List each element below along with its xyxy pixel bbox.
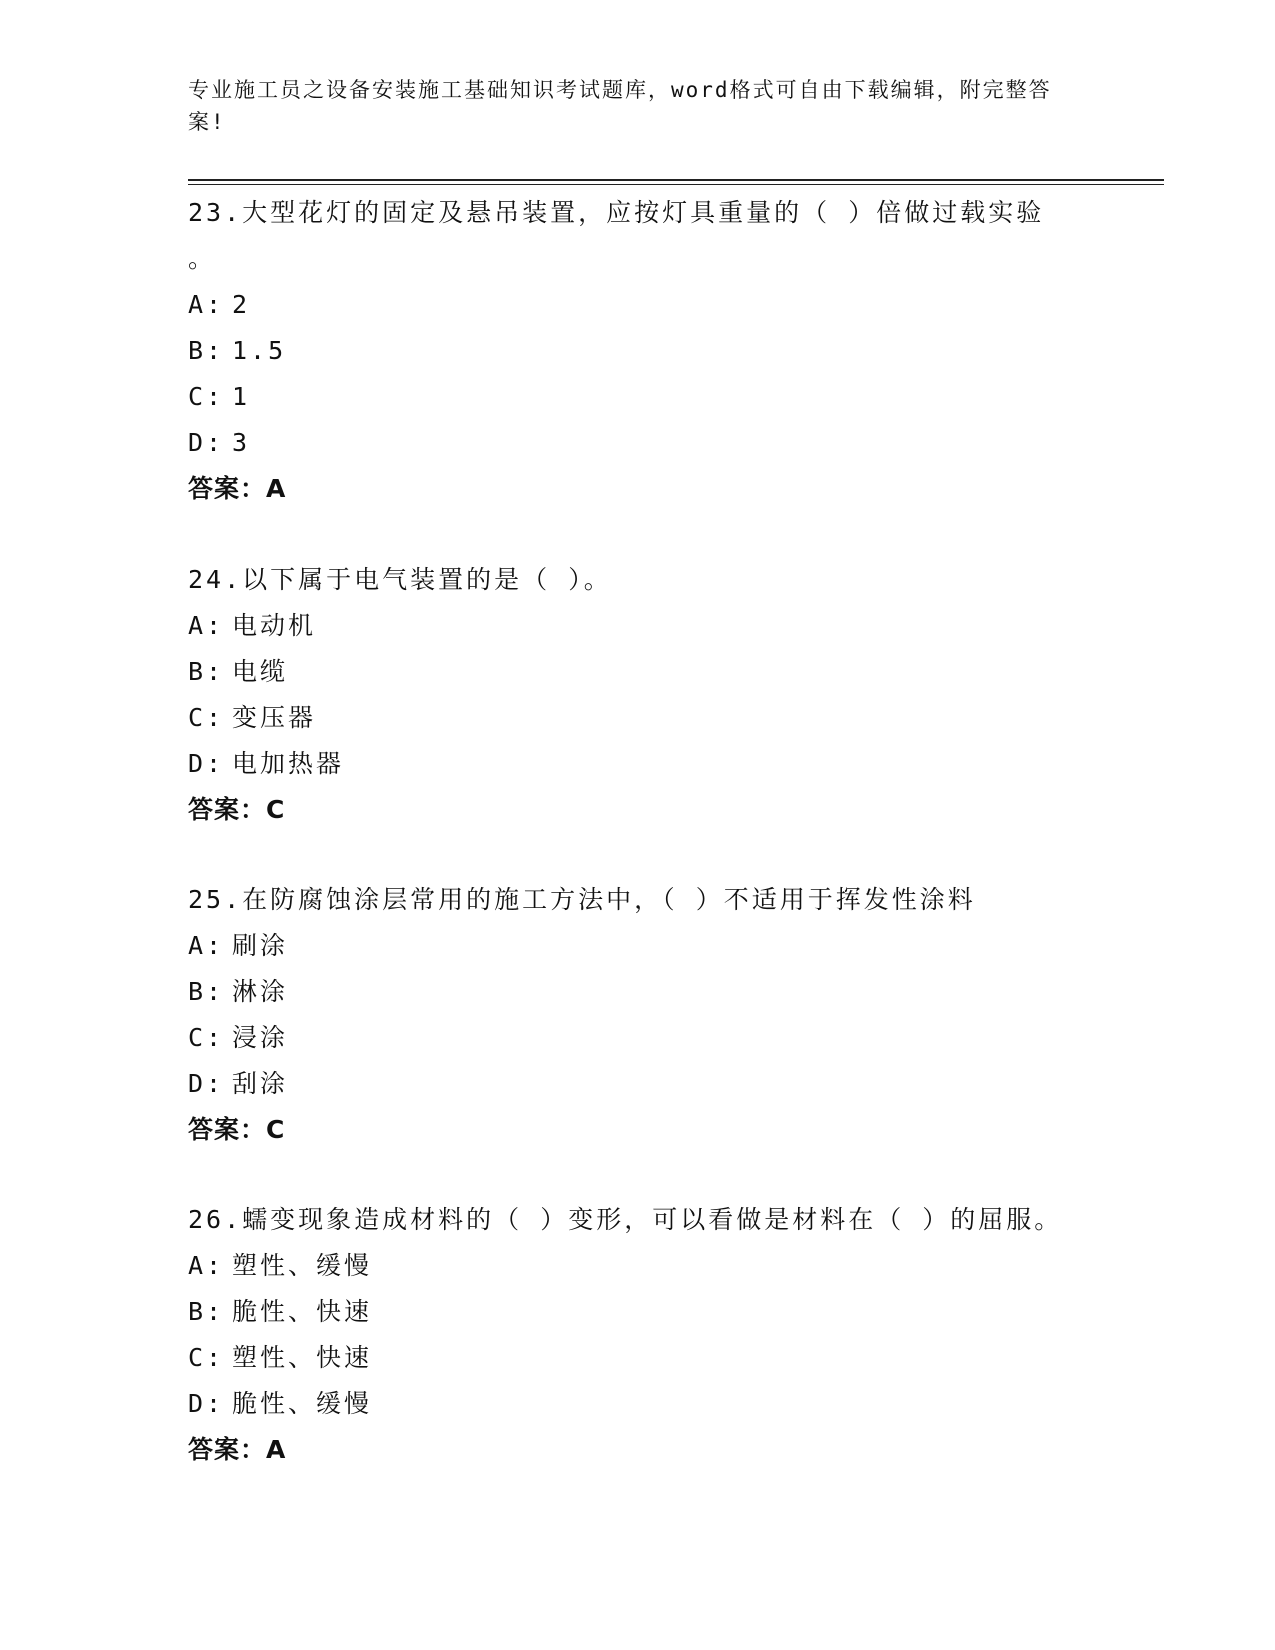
option-text: 脆性、快速 xyxy=(232,1297,373,1326)
option-a xyxy=(188,282,1088,328)
answer: 答案：A xyxy=(188,1435,287,1464)
option-text: 电动机 xyxy=(232,611,317,640)
option-d xyxy=(188,741,1088,787)
document-header: 专业施工员之设备安装施工基础知识考试题库，word格式可自由下载编辑，附完整答案! xyxy=(188,78,1052,134)
question-26 xyxy=(188,1197,1088,1473)
question-stem: 26.蠕变现象造成材料的（ ）变形，可以看做是材料在（ ）的屈服。 xyxy=(188,1205,1063,1234)
option-text: 2 xyxy=(232,290,251,319)
option-text: 浸涂 xyxy=(232,1023,289,1052)
answer: 答案：C xyxy=(188,1115,286,1144)
option-d xyxy=(188,420,1088,466)
option-letter: C: xyxy=(188,382,225,411)
option-b xyxy=(188,328,1088,374)
option-letter: A: xyxy=(188,611,225,640)
option-letter: D: xyxy=(188,428,225,457)
question-23 xyxy=(188,190,1088,512)
option-letter: B: xyxy=(188,657,225,686)
option-letter: C: xyxy=(188,1023,225,1052)
header-divider-top xyxy=(188,179,1164,181)
option-text: 刮涂 xyxy=(232,1069,289,1098)
question-stem-continuation: 。 xyxy=(188,244,217,273)
option-b xyxy=(188,1289,1088,1335)
option-letter: A: xyxy=(188,1251,225,1280)
option-letter: A: xyxy=(188,290,225,319)
question-25 xyxy=(188,877,1088,1153)
option-text: 刷涂 xyxy=(232,931,289,960)
question-stem: 25.在防腐蚀涂层常用的施工方法中，（ ）不适用于挥发性涂料 xyxy=(188,885,976,914)
option-letter: B: xyxy=(188,336,225,365)
option-text: 淋涂 xyxy=(232,977,289,1006)
option-letter: B: xyxy=(188,977,225,1006)
option-text: 电加热器 xyxy=(232,749,345,778)
option-c xyxy=(188,1015,1088,1061)
header-divider-bottom xyxy=(188,184,1164,185)
option-text: 1.5 xyxy=(232,336,287,365)
option-letter: C: xyxy=(188,703,225,732)
answer: 答案：A xyxy=(188,474,287,503)
option-text: 塑性、快速 xyxy=(232,1343,373,1372)
option-letter: C: xyxy=(188,1343,225,1372)
option-c xyxy=(188,374,1088,420)
option-letter: A: xyxy=(188,931,225,960)
option-text: 3 xyxy=(232,428,251,457)
option-text: 1 xyxy=(232,382,251,411)
option-text: 塑性、缓慢 xyxy=(232,1251,373,1280)
option-b xyxy=(188,969,1088,1015)
option-letter: D: xyxy=(188,1069,225,1098)
question-24 xyxy=(188,557,1088,833)
option-c xyxy=(188,695,1088,741)
option-letter: D: xyxy=(188,749,225,778)
answer: 答案：C xyxy=(188,795,286,824)
question-stem: 23.大型花灯的固定及悬吊装置，应按灯具重量的（ ）倍做过载实验 xyxy=(188,198,1045,227)
option-text: 电缆 xyxy=(232,657,289,686)
option-b xyxy=(188,649,1088,695)
option-d xyxy=(188,1381,1088,1427)
option-c xyxy=(188,1335,1088,1381)
option-a xyxy=(188,1243,1088,1289)
option-text: 变压器 xyxy=(232,703,317,732)
option-a xyxy=(188,923,1088,969)
option-text: 脆性、缓慢 xyxy=(232,1389,373,1418)
option-letter: B: xyxy=(188,1297,225,1326)
option-d xyxy=(188,1061,1088,1107)
option-letter: D: xyxy=(188,1389,225,1418)
question-stem: 24.以下属于电气装置的是（ ）。 xyxy=(188,565,612,594)
option-a xyxy=(188,603,1088,649)
